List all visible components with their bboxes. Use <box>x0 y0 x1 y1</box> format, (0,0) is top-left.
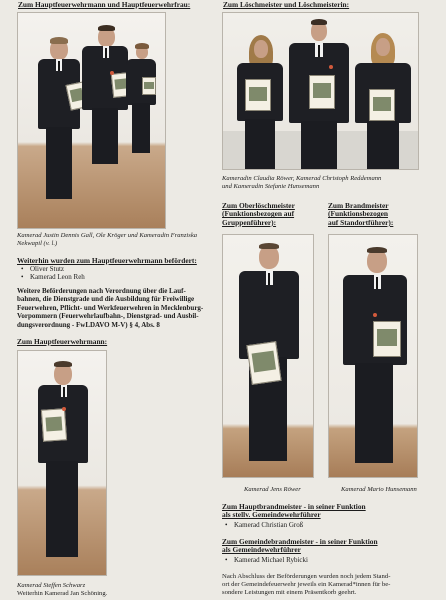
paragraph-line: ort der Gemeindefeuerwehr jeweils ein Kamerad*innen für be- <box>222 581 391 588</box>
photo-steffen-schwarz <box>17 350 107 576</box>
list-gemeindebrandmeister <box>222 556 437 564</box>
caption-hauptfeuerwehrfrau: Kamerad Justin Dennis Gall, Ole Kröger und Kameradin Franziska Nekwapil (v. l.) <box>17 232 198 248</box>
paragraph-line: sondere Leistungen mit einem Präsentkorb geehrt. <box>222 589 357 596</box>
caption-oberloeschmeister: Kamerad Jens Röwer <box>244 486 301 493</box>
heading-line: als Gemeindewehrführer <box>222 545 301 555</box>
heading-line: auf Standortführer): <box>328 217 394 227</box>
caption-hauptfeuerwehrmann-2: Weiterhin Kamerad Jan Schöning. <box>17 590 108 597</box>
heading-line: Gruppenführer): <box>222 217 277 227</box>
photo-loeschmeister <box>222 12 419 170</box>
heading-line: Zum Oberlöschmeister <box>222 201 295 210</box>
list-item: • Kamerad Leon Reh <box>18 273 218 281</box>
list-item: • Oliver Stutz <box>18 265 218 273</box>
heading-line: Zum Gemeindebrandmeister - in seiner Funktion <box>222 537 378 546</box>
photo-jens-roewer <box>222 234 314 478</box>
heading-line: Zum Brandmeister <box>328 201 389 210</box>
paragraph-line: dungsverordnung - FwLDAVO M-V) § 4, Abs. 8 <box>17 320 160 329</box>
list-item: • Kamerad Michael Rybicki <box>222 556 437 564</box>
paragraph-verordnung <box>17 287 222 329</box>
heading-line: Zum Hauptbrandmeister - in seiner Funktion <box>222 502 366 511</box>
list-item: • Kamerad Christian Groß <box>222 521 437 529</box>
paragraph-line: Feuerwehren, Pflicht- und Werkfeuerwehren in Mecklenburg- <box>17 303 204 312</box>
caption-brandmeister: Kamerad Mario Hunsemann <box>341 486 417 493</box>
paragraph-line: Nach Abschluss der Beförderungen wurden noch jedem Stand- <box>222 573 391 580</box>
paragraph-closing <box>222 573 442 597</box>
heading-line: (Funktionsbezogen auf <box>222 209 295 219</box>
heading-hauptfeuerwehrfrau: Zum Hauptfeuerwehrmann und Hauptfeuerwehrfrau: <box>18 0 191 9</box>
heading-gemeindebrandmeister <box>222 538 437 555</box>
photo-group-three <box>17 12 166 229</box>
list-weiterhin <box>18 265 218 282</box>
caption-hauptfeuerwehrmann-1: Kamerad Steffen Schwarz <box>17 582 86 589</box>
heading-hauptfeuerwehrmann: Zum Hauptfeuerwehrmann: <box>17 337 108 346</box>
caption-loeschmeister-1: Kameradin Claudia Röwer, Kamerad Christoph Reddemann <box>222 175 382 182</box>
heading-hauptbrandmeister <box>222 503 437 520</box>
heading-loeschmeister: Zum Löschmeister und Löschmeisterin: <box>223 0 350 9</box>
heading-brandmeister <box>328 202 428 227</box>
heading-line: (Funktionsbezogen <box>328 209 388 219</box>
caption-loeschmeister-2: und Kameradin Stefanie Hunsemann <box>222 183 320 190</box>
heading-oberloeschmeister <box>222 202 322 227</box>
photo-mario-hunsemann <box>328 234 418 478</box>
list-hauptbrandmeister <box>222 521 437 529</box>
paragraph-line: Weitere Beförderungen nach Verordnung über die Lauf- <box>17 287 186 295</box>
heading-weiterhin: Weiterhin wurden zum Hauptfeuerwehrmann befördert: <box>17 256 197 265</box>
paragraph-line: bahnen, die Dienstgrade und die Ausbildung für Freiwillige <box>17 295 195 304</box>
heading-line: als stellv. Gemeindewehrführer <box>222 510 321 520</box>
paragraph-line: Vorpommern (Feuerwehrlaufbahn-, Dienstgrad- und Ausbil- <box>17 312 199 321</box>
